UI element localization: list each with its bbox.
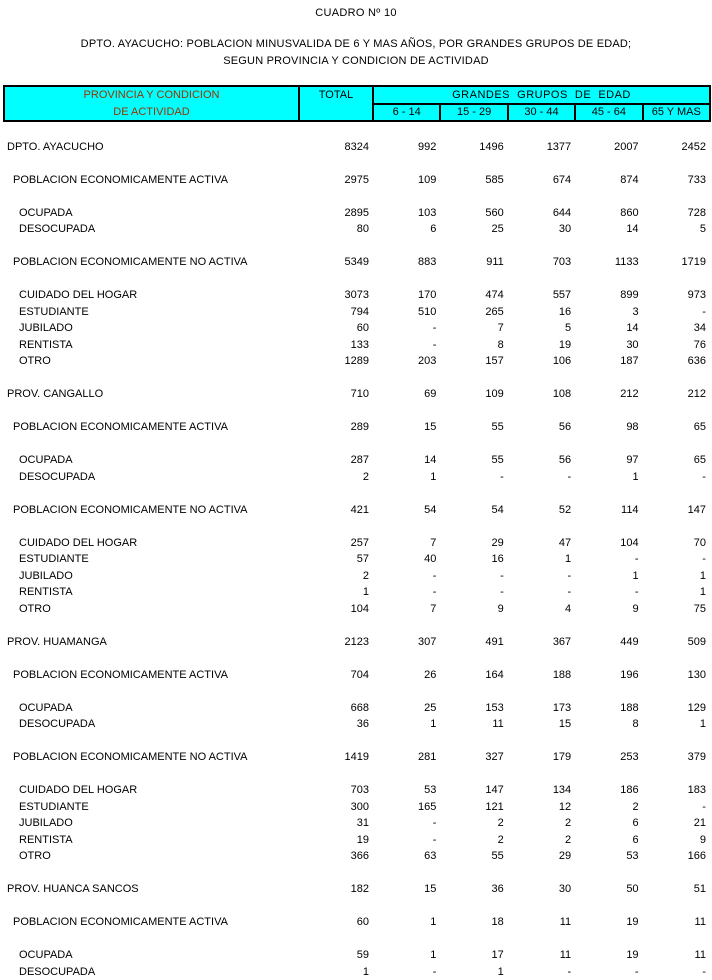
row-label: ESTUDIANTE (19, 553, 89, 565)
age-value: 55 (491, 454, 504, 466)
age-value: 134 (552, 784, 572, 796)
age-value: 1377 (546, 140, 572, 153)
age-value: 106 (552, 355, 572, 367)
total-value: 421 (350, 503, 369, 516)
total-value: 704 (350, 668, 369, 681)
age-value: 109 (485, 388, 504, 400)
total-value: 2 (362, 569, 369, 582)
age-value: - (567, 586, 572, 598)
header-age-6-14: 6 - 14 (392, 106, 421, 119)
age-value: 186 (620, 784, 639, 796)
total-value: 59 (356, 949, 369, 961)
age-value: 1 (430, 718, 437, 730)
age-value: 1 (632, 470, 639, 483)
row-label: JUBILADO (19, 322, 73, 334)
table-subtitle-line2: SEGUN PROVINCIA Y CONDICION DE ACTIVIDAD (223, 55, 489, 67)
page-title: CUADRO Nº 10 (315, 7, 397, 19)
table-row (3, 947, 709, 964)
row-label: OTRO (19, 602, 51, 615)
total-value: 300 (350, 800, 369, 813)
row-label: ESTUDIANTE (19, 305, 89, 318)
age-value: 265 (485, 305, 504, 318)
total-value: 1 (362, 965, 369, 978)
age-value: 379 (687, 751, 706, 763)
total-value: 133 (350, 338, 369, 351)
age-value: 54 (491, 503, 504, 516)
total-value: 2123 (344, 635, 369, 648)
age-value: 3 (632, 305, 639, 318)
age-value: 54 (424, 503, 437, 516)
age-value: 253 (620, 751, 639, 763)
age-value: 55 (491, 850, 504, 862)
age-value: 14 (626, 223, 639, 235)
age-value: - (634, 553, 639, 565)
age-value: 11 (694, 916, 706, 928)
table-row (3, 139, 709, 156)
table-row (3, 419, 709, 436)
age-value: 973 (687, 289, 706, 301)
age-value: 40 (424, 553, 437, 565)
age-value: 30 (558, 223, 572, 235)
header-total: TOTAL (299, 86, 373, 104)
table-row (3, 353, 709, 370)
total-value: 710 (350, 388, 369, 400)
total-value: 287 (350, 454, 369, 466)
total-value: 289 (350, 421, 369, 433)
age-value: 16 (491, 553, 504, 565)
age-value: 34 (693, 322, 706, 334)
age-value: 63 (424, 850, 437, 862)
age-value: 25 (491, 223, 504, 235)
age-value: 19 (626, 949, 639, 961)
age-value: 76 (693, 338, 706, 351)
age-value: 16 (558, 305, 572, 318)
age-value: 29 (491, 536, 504, 549)
age-value: 56 (558, 454, 572, 466)
row-label: POBLACION ECONOMICAMENTE NO ACTIVA (13, 256, 248, 268)
age-value: 147 (687, 503, 706, 516)
age-value: - (634, 965, 639, 978)
table-row (3, 551, 709, 568)
age-value: 130 (687, 668, 706, 681)
total-value: 668 (350, 701, 369, 714)
table-row (3, 716, 709, 733)
age-value: 188 (620, 701, 639, 714)
total-value: 794 (350, 305, 369, 318)
row-label: PROV. HUAMANGA (7, 635, 107, 648)
age-value: 55 (491, 421, 504, 433)
total-value: 19 (356, 833, 369, 846)
table-row (3, 386, 709, 403)
age-value: 19 (558, 338, 572, 351)
age-value: 187 (620, 355, 639, 367)
table-row (3, 320, 709, 337)
total-value: 36 (356, 718, 369, 730)
age-value: 36 (491, 883, 504, 895)
age-value: 733 (687, 173, 706, 186)
age-value: - (432, 817, 437, 829)
age-value: 56 (558, 421, 572, 433)
age-value: 9 (632, 602, 639, 615)
table-row (3, 782, 709, 799)
table-row (3, 254, 709, 271)
table-row (3, 452, 709, 469)
age-value: - (634, 586, 639, 598)
age-value: - (702, 965, 706, 978)
row-label: POBLACION ECONOMICAMENTE ACTIVA (13, 173, 228, 186)
row-label: DPTO. AYACUCHO (7, 140, 104, 153)
age-value: 557 (552, 289, 572, 301)
age-value: 15 (424, 421, 437, 433)
header-age-15-29: 15 - 29 (440, 104, 507, 122)
table-row (3, 287, 709, 304)
table-row (3, 601, 709, 618)
table-row (3, 749, 709, 766)
age-value: 129 (687, 701, 706, 714)
row-label: OCUPADA (19, 949, 73, 961)
age-value: 2 (565, 833, 572, 846)
age-value: 674 (552, 173, 572, 186)
age-value: 170 (418, 289, 437, 301)
row-label: OCUPADA (19, 701, 73, 714)
table-row (3, 584, 709, 601)
table-subtitle-line1: DPTO. AYACUCHO: POBLACION MINUSVALIDA DE 6 Y MAS AÑOS, POR GRANDES GRUPOS DE EDAD; (80, 38, 632, 50)
age-value: 1 (430, 470, 437, 483)
row-label: RENTISTA (19, 338, 73, 351)
age-value: 1 (632, 569, 639, 582)
age-value: 11 (694, 949, 706, 961)
header-age-group-band: GRANDES GRUPOS DE EDAD (373, 86, 710, 104)
header-age-65-mas: 65 Y MAS (643, 104, 710, 122)
age-value: 1 (565, 553, 572, 565)
age-value: 860 (620, 206, 639, 219)
total-value: 60 (356, 322, 369, 334)
age-value: - (702, 305, 706, 318)
age-value: - (432, 965, 437, 978)
age-value: 21 (693, 817, 706, 829)
table-row (3, 205, 709, 222)
age-value: 97 (626, 454, 639, 466)
age-value: 153 (485, 701, 504, 714)
header-age-30-44: 30 - 44 (508, 104, 575, 122)
age-value: 18 (491, 916, 504, 928)
table-row (3, 964, 709, 980)
total-value: 2975 (344, 173, 369, 186)
age-value: 449 (620, 635, 639, 648)
age-value: 11 (492, 718, 504, 730)
row-label: OTRO (19, 850, 51, 862)
age-value: 179 (552, 751, 572, 763)
age-value: 307 (418, 635, 437, 648)
total-value: 257 (350, 536, 369, 549)
age-value: 1 (430, 949, 437, 961)
age-value: 173 (552, 701, 572, 714)
total-value: 1419 (344, 751, 369, 763)
age-value: 52 (558, 503, 572, 516)
age-value: 109 (418, 173, 437, 186)
row-label: POBLACION ECONOMICAMENTE ACTIVA (13, 668, 228, 681)
age-value: 2 (497, 833, 504, 846)
age-value: 108 (552, 388, 572, 400)
age-value: 98 (626, 421, 639, 433)
age-value: 30 (558, 883, 572, 895)
row-label: POBLACION ECONOMICAMENTE ACTIVA (13, 916, 228, 928)
age-value: 65 (693, 454, 706, 466)
age-value: 30 (626, 338, 639, 351)
age-value: 104 (620, 536, 639, 549)
age-value: 7 (430, 536, 437, 549)
age-value: 183 (687, 784, 706, 796)
table-row (3, 535, 709, 552)
table-row (3, 568, 709, 585)
table-body (3, 122, 709, 980)
age-value: 114 (621, 503, 639, 516)
age-value: - (500, 569, 504, 582)
row-label: DESOCUPADA (19, 718, 96, 730)
age-value: 147 (485, 784, 504, 796)
age-value: - (432, 569, 437, 582)
total-value: 366 (350, 850, 369, 862)
table-row (3, 469, 709, 486)
age-value: 14 (626, 322, 639, 334)
row-label: JUBILADO (19, 817, 73, 829)
age-value: 26 (424, 668, 437, 681)
age-value: 53 (626, 850, 639, 862)
age-value: 70 (693, 536, 706, 549)
table-row (3, 799, 709, 816)
age-value: 196 (620, 668, 639, 681)
total-value: 57 (356, 553, 369, 565)
age-value: 644 (552, 206, 572, 219)
age-value: 15 (558, 718, 572, 730)
row-label: OCUPADA (19, 206, 73, 219)
age-value: 636 (687, 355, 706, 367)
row-label: DESOCUPADA (19, 965, 96, 978)
age-value: 1 (699, 569, 706, 582)
age-value: - (432, 338, 437, 351)
age-value: 1 (699, 586, 706, 598)
row-label: PROV. HUANCA SANCOS (7, 883, 139, 895)
age-value: 1 (699, 718, 706, 730)
age-value: 165 (418, 800, 437, 813)
age-value: 25 (424, 701, 437, 714)
age-value: 4 (565, 602, 572, 615)
total-value: 703 (350, 784, 369, 796)
age-value: 11 (559, 916, 572, 928)
age-value: 510 (418, 305, 437, 318)
age-value: - (567, 965, 572, 978)
age-value: - (567, 470, 572, 483)
table-row (3, 848, 709, 865)
age-value: 69 (424, 388, 437, 400)
age-value: 585 (485, 173, 504, 186)
row-label: CUIDADO DEL HOGAR (19, 784, 138, 796)
age-value: 11 (559, 949, 572, 961)
table-row (3, 832, 709, 849)
age-value: 15 (424, 883, 437, 895)
table-row (3, 502, 709, 519)
row-label: POBLACION ECONOMICAMENTE NO ACTIVA (13, 503, 248, 516)
row-label: CUIDADO DEL HOGAR (19, 289, 138, 301)
table-header (3, 85, 711, 122)
age-value: 121 (485, 800, 504, 813)
total-value: 1289 (344, 355, 369, 367)
age-value: 728 (687, 206, 706, 219)
age-value: 560 (485, 206, 504, 219)
age-value: 29 (558, 850, 572, 862)
age-value: 327 (485, 751, 504, 763)
table-row (3, 815, 709, 832)
age-value: 2452 (681, 140, 706, 153)
age-value: 1133 (614, 256, 639, 268)
table-row (3, 304, 709, 321)
row-label: OCUPADA (19, 454, 73, 466)
age-value: 7 (430, 602, 437, 615)
age-value: 509 (687, 635, 706, 648)
age-value: 14 (424, 454, 437, 466)
age-value: 1496 (479, 140, 504, 153)
total-value: 80 (356, 223, 369, 235)
age-value: 491 (485, 635, 504, 648)
age-value: 992 (418, 140, 437, 153)
table-row (3, 700, 709, 717)
age-value: - (432, 586, 437, 598)
age-value: 911 (486, 256, 504, 268)
age-value: 1 (497, 965, 504, 978)
row-label: PROV. CANGALLO (7, 388, 104, 400)
table-row (3, 172, 709, 189)
age-value: - (432, 833, 437, 846)
age-value: 6 (632, 817, 639, 829)
total-value: 31 (356, 817, 369, 829)
age-value: 17 (491, 949, 504, 961)
age-value: 19 (626, 916, 639, 928)
age-value: 6 (632, 833, 639, 846)
age-value: 12 (558, 800, 572, 813)
age-value: 50 (626, 883, 639, 895)
age-value: 874 (620, 173, 639, 186)
age-value: 5 (699, 223, 706, 235)
age-value: 8 (497, 338, 504, 351)
total-value: 182 (350, 883, 369, 895)
total-value: 104 (350, 602, 369, 615)
table-row (3, 881, 709, 898)
age-value: - (500, 586, 504, 598)
age-value: 53 (424, 784, 437, 796)
age-value: - (500, 470, 504, 483)
total-value: 8324 (344, 140, 369, 153)
age-value: 157 (485, 355, 504, 367)
age-value: 9 (497, 602, 504, 615)
row-label: RENTISTA (19, 586, 73, 598)
age-value: 2 (497, 817, 504, 829)
total-value: 1 (362, 586, 369, 598)
age-value: - (702, 800, 706, 813)
age-value: - (702, 470, 706, 483)
age-value: 8 (632, 718, 639, 730)
age-value: 212 (687, 388, 706, 400)
table-row (3, 337, 709, 354)
age-value: 2 (565, 817, 572, 829)
age-value: 164 (485, 668, 504, 681)
table-row (3, 221, 709, 238)
row-label: POBLACION ECONOMICAMENTE NO ACTIVA (13, 751, 248, 763)
age-value: 188 (552, 668, 572, 681)
row-label: DESOCUPADA (19, 470, 96, 483)
age-value: 7 (497, 322, 504, 334)
age-value: 367 (552, 635, 572, 648)
age-value: - (702, 553, 706, 565)
row-label: RENTISTA (19, 833, 73, 846)
total-value: 60 (356, 916, 369, 928)
total-value: 5349 (344, 256, 369, 268)
age-value: 2007 (614, 140, 639, 153)
row-label: POBLACION ECONOMICAMENTE ACTIVA (13, 421, 228, 433)
age-value: 103 (418, 206, 437, 219)
age-value: 75 (693, 602, 706, 615)
age-value: 166 (687, 850, 706, 862)
age-value: 51 (693, 883, 706, 895)
header-total-spacer (299, 104, 373, 122)
age-value: 281 (418, 751, 437, 763)
age-value: 9 (699, 833, 706, 846)
age-value: 474 (485, 289, 504, 301)
row-label: JUBILADO (19, 569, 73, 582)
age-value: 899 (620, 289, 639, 301)
table-row (3, 634, 709, 651)
total-value: 3073 (344, 289, 369, 301)
header-provincia-line1: PROVINCIA Y CONDICION (4, 86, 299, 104)
age-value: - (432, 322, 437, 334)
age-value: 65 (693, 421, 706, 433)
header-age-45-64: 45 - 64 (575, 104, 642, 122)
table-row (3, 667, 709, 684)
age-value: 1719 (681, 256, 706, 268)
age-value: 5 (565, 322, 572, 334)
row-label: DESOCUPADA (19, 223, 96, 235)
age-value: - (567, 569, 572, 582)
header-provincia-line2: DE ACTIVIDAD (4, 104, 299, 122)
age-value: 883 (418, 256, 437, 268)
age-value: 703 (552, 256, 572, 268)
total-value: 2 (362, 470, 369, 483)
age-value: 212 (620, 388, 639, 400)
table-row (3, 914, 709, 931)
age-value: 2 (632, 800, 639, 813)
row-label: CUIDADO DEL HOGAR (19, 536, 138, 549)
age-value: 203 (418, 355, 437, 367)
age-value: 1 (430, 916, 437, 928)
row-label: ESTUDIANTE (19, 800, 89, 813)
age-value: 6 (430, 223, 437, 235)
total-value: 2895 (344, 206, 369, 219)
age-value: 47 (558, 536, 572, 549)
row-label: OTRO (19, 355, 51, 367)
